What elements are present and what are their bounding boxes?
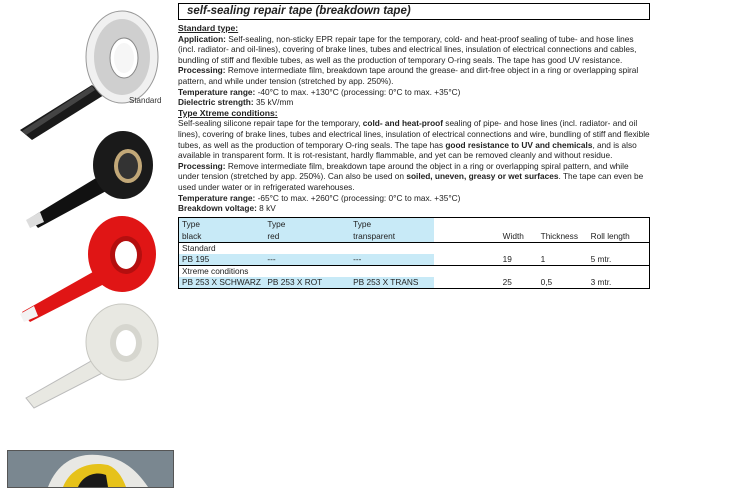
product-table [178,217,650,289]
standard-application: Application: Self-sealing, non-sticky EPR repair tape for the temporary, cold- and heat-proof sealing of tube- and hose lines (incl. radiator- and oil-lines), covering of brake lines, tubes and electrical lines, insulation of electrical connections and cables, bundling of stiff and flexible tubes, as well as the production of temporary O-ring seals. The tape has good UV resistance. [178,33,637,65]
col-width: Width [500,230,538,243]
col-roll-length: Roll length [588,230,650,243]
xtreme-heading: Type Xtreme conditions: [178,107,278,118]
col-transparent: transparent [350,230,434,243]
section-xtreme: Xtreme conditions [179,265,650,277]
black-tape-image [26,131,153,228]
xtreme-processing: Processing: Remove intermediate film, breakdown tape around the object in a ring or overlapping spiral pattern, and while under tension (stretched by app. 250%). Can also be used on soiled, uneven, greasy or wet surfaces. The tape can even be used under water or in refrigerated warehouses. [178,160,644,192]
type-label-transparent: Type [350,217,434,230]
xtreme-description: Self-sealing silicone repair tape for the temporary, cold- and heat-proof sealing of pipe- and hose lines (incl. radiator- and oil lines), covering of brake lines, tubes and electrical lines, insulation of electrical connections and wire, bundling of stiff and flexible tubes, as well as the production of temporary O-ring seals. The tape has good resistance to UV and chemicals, and is also available in transparent form. It is rot-resistant, hardly flammable, and yet can be removed cleanly and without residue. [178,118,650,161]
xtreme-voltage: Breakdown voltage: 8 kV [178,203,276,214]
xtreme-temperature: Temperature range: -65°C to max. +260°C (processing: 0°C to max. +35°C) [178,192,461,203]
type-label-black: Type [179,217,265,230]
application-photo [7,450,174,488]
standard-processing: Processing: Remove intermediate film, breakdown tape around the grease- and dirt-free object in a ring or overlapping spiral pattern, and while under tension (stretched by app. 250%). [178,65,639,86]
standard-temperature: Temperature range: -40°C to max. +130°C (processing: 0°C to max. +35°C) [178,86,461,97]
red-tape-image [20,216,156,322]
col-red: red [264,230,350,243]
col-thickness: Thickness [538,230,588,243]
table-row: PB 195 --- --- 19 1 5 mtr. [179,254,650,266]
standard-dielectric: Dielectric strength: 35 kV/mm [178,97,294,108]
type-label-red: Type [264,217,350,230]
standard-heading: Standard type: [178,23,239,33]
table-row: PB 253 X SCHWARZ PB 253 X ROT PB 253 X TRANS 25 0,5 3 mtr. [179,277,650,289]
page-title: self-sealing repair tape (breakdown tape) [178,3,650,20]
product-images [0,0,170,486]
section-standard: Standard [179,242,650,254]
standard-tape-image [20,11,158,140]
col-black: black [179,230,265,243]
standard-image-label: Standard [129,96,162,105]
transparent-tape-image [26,304,158,408]
